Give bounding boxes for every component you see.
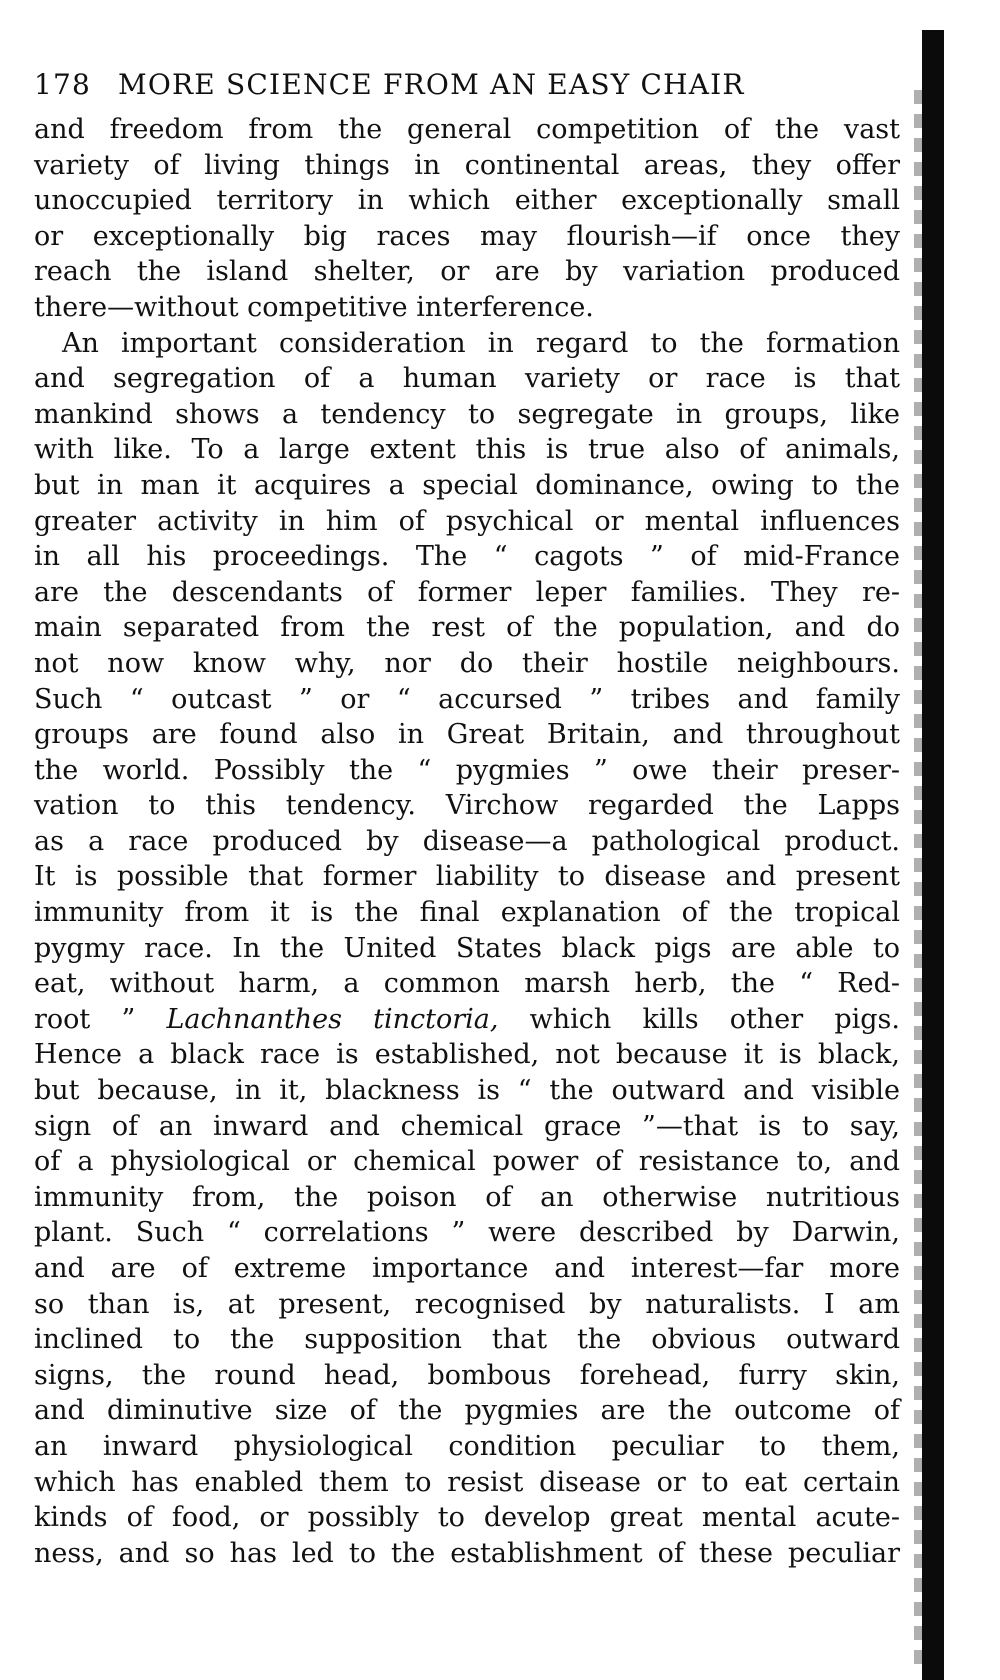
page-content — [34, 68, 900, 1571]
text-line: and are of extreme importance and interest—far more — [34, 1253, 900, 1284]
text-line: there—without competitive interference. — [34, 291, 594, 323]
text-line: plant. Such “ correlations ” were described by Darwin, — [34, 1217, 900, 1249]
text-line: as a race produced by disease—a pathological product. — [34, 825, 900, 857]
text-line: Hence a black race is established, not because it is black, — [34, 1039, 900, 1071]
body-text — [34, 112, 900, 1571]
page-number: 178 — [34, 68, 92, 101]
text-line: which has enabled them to resist disease or to eat certain — [34, 1466, 900, 1498]
text-line: are the descendants of former leper families. They re- — [34, 576, 900, 608]
page-binding-edge — [922, 30, 944, 1680]
text-line-with-italic — [34, 1002, 900, 1038]
text-line: but in man it acquires a special dominance, owing to the — [34, 469, 900, 501]
running-title: MORE SCIENCE FROM AN EASY CHAIR — [118, 68, 745, 101]
text-line: not now know why, nor do their hostile neighbours. — [34, 647, 900, 679]
text-line: immunity from it is the final explanation of the tropical — [34, 897, 900, 929]
text-line: with like. To a large extent this is true also of animals, — [34, 434, 900, 466]
text-line: and segregation of a human variety or race is that — [34, 363, 900, 395]
text-line: an inward physiological condition peculiar to them, — [34, 1430, 900, 1462]
text-line: or exceptionally big races may flourish—if once they — [34, 220, 900, 252]
text-line: vation to this tendency. Virchow regarded the Lapps — [34, 790, 900, 822]
text-line: reach the island shelter, or are by variation produced — [34, 256, 900, 288]
text-line: sign of an inward and chemical grace ”—that is to say, — [34, 1110, 900, 1142]
text-line: immunity from, the poison of an otherwise nutritious — [34, 1181, 900, 1213]
text-line: and freedom from the general competition of the vast — [34, 114, 900, 145]
text-line: inclined to the supposition that the obvious outward — [34, 1324, 900, 1356]
text-line: and diminutive size of the pygmies are the outcome of — [34, 1395, 900, 1427]
text-segment: root ” — [34, 1003, 136, 1035]
text-line: main separated from the rest of the population, and do — [34, 612, 900, 644]
text-line: eat, without harm, a common marsh herb, the “ Red- — [34, 968, 900, 1000]
text-line: in all his proceedings. The “ cagots ” of mid-France — [34, 541, 900, 573]
text-segment: which kills other pigs. — [529, 1003, 900, 1035]
text-line: ness, and so has led to the establishment of these peculiar — [34, 1537, 900, 1569]
text-line: of a physiological or chemical power of resistance to, and — [34, 1146, 900, 1178]
text-line: signs, the round head, bombous forehead, furry skin, — [34, 1359, 900, 1391]
text-line: variety of living things in continental areas, they offer — [34, 149, 900, 181]
text-line: Such “ outcast ” or “ accursed ” tribes and family — [34, 683, 900, 715]
text-line: An important consideration in regard to the formation — [62, 327, 900, 359]
text-line: It is possible that former liability to disease and present — [34, 861, 900, 893]
text-line: greater activity in him of psychical or mental influences — [34, 505, 900, 537]
text-line: pygmy race. In the United States black pigs are able to — [34, 932, 900, 964]
text-line: but because, in it, blackness is “ the outward and visible — [34, 1075, 900, 1107]
text-line: groups are found also in Great Britain, and throughout — [34, 719, 900, 751]
text-line: the world. Possibly the “ pygmies ” owe their preser- — [34, 754, 900, 786]
text-line: mankind shows a tendency to segregate in groups, like — [34, 398, 900, 430]
species-name: Lachnanthes tinctoria, — [166, 1003, 499, 1035]
text-line: unoccupied territory in which either exceptionally small — [34, 185, 900, 217]
text-line: kinds of food, or possibly to develop great mental acute- — [34, 1502, 900, 1534]
running-header — [34, 68, 900, 112]
text-line: so than is, at present, recognised by naturalists. I am — [34, 1288, 900, 1320]
